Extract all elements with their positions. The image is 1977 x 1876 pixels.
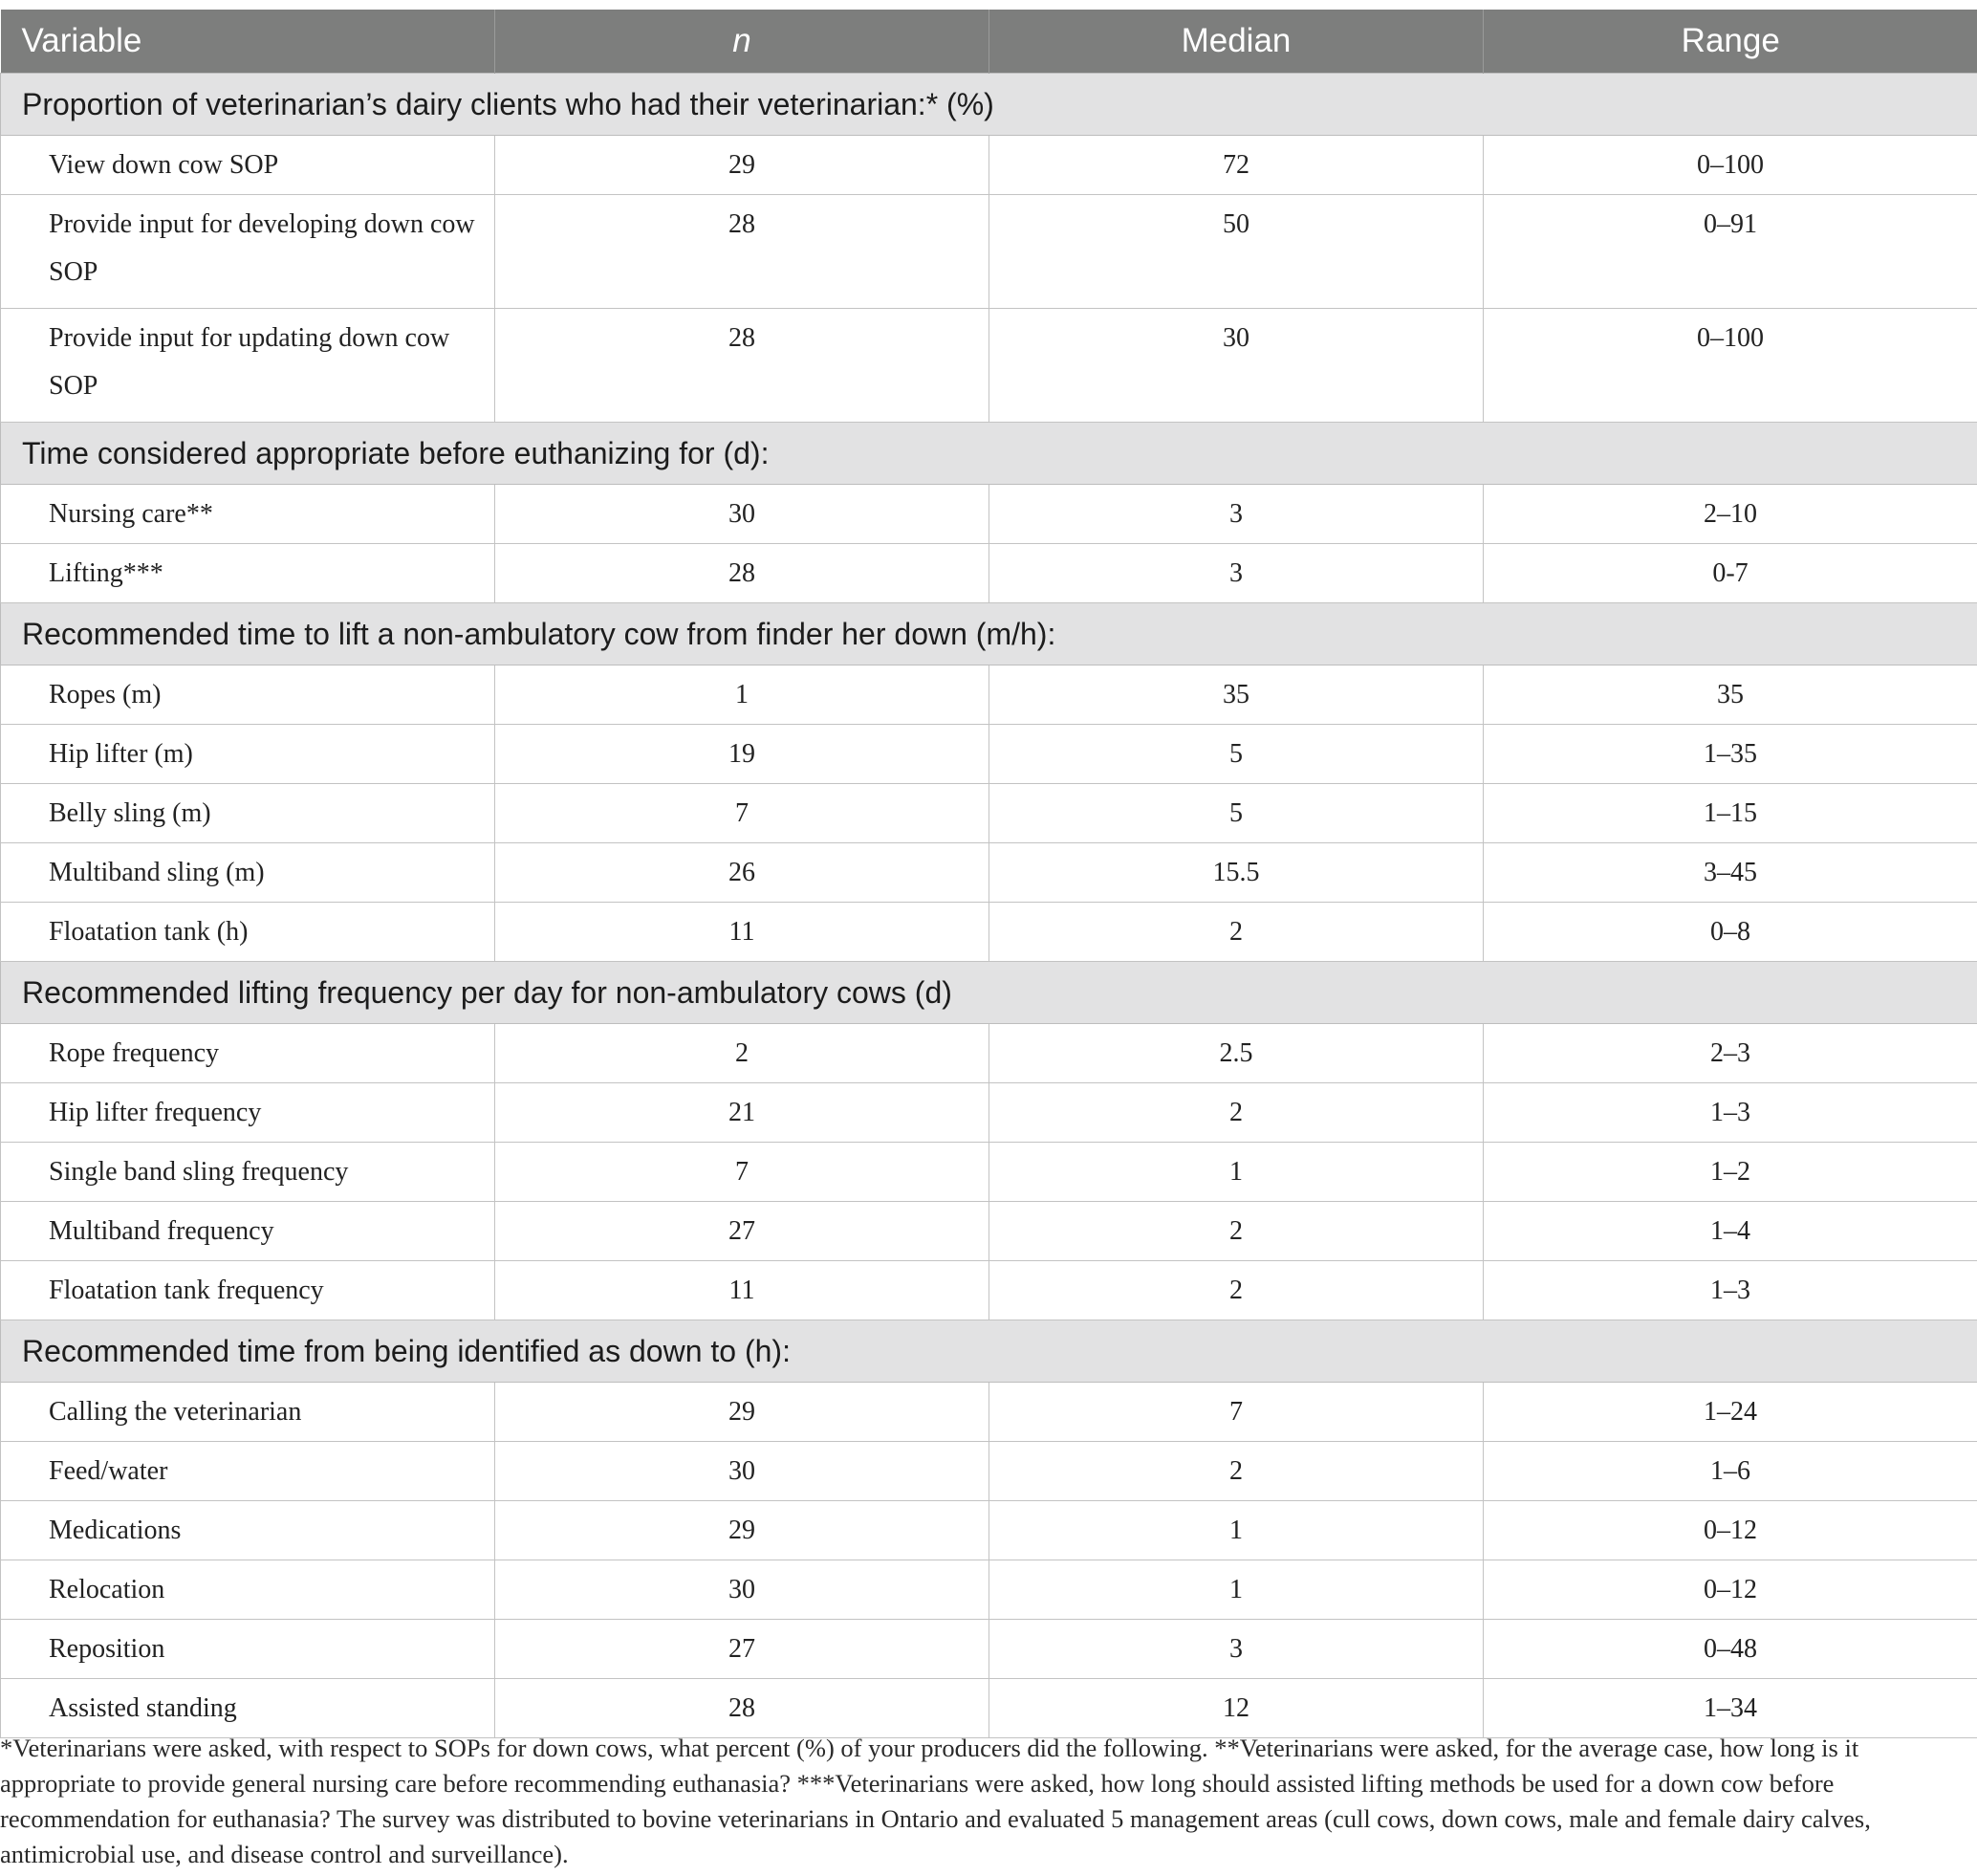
table-row (1, 1202, 1977, 1261)
cell-range: 0–12 (1484, 1560, 1977, 1620)
cell-n: 27 (495, 1202, 989, 1261)
cell-median: 2 (989, 1083, 1484, 1143)
table-row (1, 1501, 1977, 1560)
cell-range: 1–6 (1484, 1442, 1977, 1501)
cell-n: 28 (495, 195, 989, 309)
cell-n: 19 (495, 725, 989, 784)
section-title: Recommended lifting frequency per day for non-ambulatory cows (d) (1, 962, 1977, 1024)
cell-range: 1–34 (1484, 1679, 1977, 1738)
table-row (1, 485, 1977, 544)
cell-median: 2 (989, 1202, 1484, 1261)
table-row (1, 784, 1977, 843)
cell-median: 12 (989, 1679, 1484, 1738)
table-row (1, 309, 1977, 423)
cell-n: 26 (495, 843, 989, 903)
cell-n: 2 (495, 1024, 989, 1083)
section-header-row (1, 962, 1977, 1024)
cell-variable: Relocation (1, 1560, 495, 1620)
section-title: Proportion of veterinarian’s dairy clients who had their veterinarian:* (%) (1, 74, 1977, 136)
cell-n: 27 (495, 1620, 989, 1679)
cell-range: 0-7 (1484, 544, 1977, 603)
section-title: Recommended time to lift a non-ambulatory cow from finder her down (m/h): (1, 603, 1977, 665)
cell-variable: Multiband frequency (1, 1202, 495, 1261)
cell-range: 0–12 (1484, 1501, 1977, 1560)
cell-variable: Reposition (1, 1620, 495, 1679)
cell-variable: View down cow SOP (1, 136, 495, 195)
cell-n: 21 (495, 1083, 989, 1143)
cell-variable: Single band sling frequency (1, 1143, 495, 1202)
table-row (1, 903, 1977, 962)
cell-range: 1–2 (1484, 1143, 1977, 1202)
cell-variable: Multiband sling (m) (1, 843, 495, 903)
cell-n: 28 (495, 544, 989, 603)
cell-n: 30 (495, 485, 989, 544)
section-header-row (1, 74, 1977, 136)
cell-variable: Lifting*** (1, 544, 495, 603)
cell-range: 1–15 (1484, 784, 1977, 843)
cell-n: 29 (495, 136, 989, 195)
cell-variable: Hip lifter (m) (1, 725, 495, 784)
cell-range: 1–3 (1484, 1083, 1977, 1143)
table-row (1, 1442, 1977, 1501)
table-row (1, 1620, 1977, 1679)
cell-variable: Assisted standing (1, 1679, 495, 1738)
cell-median: 2.5 (989, 1024, 1484, 1083)
cell-variable: Provide input for developing down cow SOP (1, 195, 495, 309)
table-body (1, 74, 1977, 1738)
section-header-row (1, 423, 1977, 485)
cell-variable: Ropes (m) (1, 665, 495, 725)
cell-median: 5 (989, 725, 1484, 784)
section-header-row (1, 603, 1977, 665)
table-row (1, 1024, 1977, 1083)
header-row (1, 10, 1977, 74)
cell-median: 3 (989, 1620, 1484, 1679)
cell-median: 3 (989, 485, 1484, 544)
cell-median: 1 (989, 1143, 1484, 1202)
cell-range: 1–24 (1484, 1383, 1977, 1442)
table-header (1, 10, 1977, 74)
cell-range: 2–10 (1484, 485, 1977, 544)
cell-range: 2–3 (1484, 1024, 1977, 1083)
cell-median: 7 (989, 1383, 1484, 1442)
header-variable: Variable (1, 10, 495, 74)
cell-variable: Rope frequency (1, 1024, 495, 1083)
cell-median: 1 (989, 1560, 1484, 1620)
section-title: Time considered appropriate before euthanizing for (d): (1, 423, 1977, 485)
cell-range: 1–4 (1484, 1202, 1977, 1261)
cell-range: 0–91 (1484, 195, 1977, 309)
cell-range: 35 (1484, 665, 1977, 725)
cell-n: 7 (495, 784, 989, 843)
cell-median: 2 (989, 903, 1484, 962)
cell-n: 30 (495, 1560, 989, 1620)
table-row (1, 1083, 1977, 1143)
header-median: Median (989, 10, 1484, 74)
cell-n: 28 (495, 309, 989, 423)
table-row (1, 195, 1977, 309)
cell-n: 1 (495, 665, 989, 725)
cell-n: 28 (495, 1679, 989, 1738)
cell-variable: Calling the veterinarian (1, 1383, 495, 1442)
cell-range: 1–3 (1484, 1261, 1977, 1320)
cell-median: 72 (989, 136, 1484, 195)
table-row (1, 843, 1977, 903)
cell-variable: Provide input for updating down cow SOP (1, 309, 495, 423)
cell-median: 50 (989, 195, 1484, 309)
cell-range: 0–100 (1484, 136, 1977, 195)
cell-median: 15.5 (989, 843, 1484, 903)
cell-variable: Hip lifter frequency (1, 1083, 495, 1143)
cell-variable: Floatation tank frequency (1, 1261, 495, 1320)
table-row (1, 1679, 1977, 1738)
cell-n: 30 (495, 1442, 989, 1501)
header-range: Range (1484, 10, 1977, 74)
header-n: n (495, 10, 989, 74)
cell-variable: Feed/water (1, 1442, 495, 1501)
cell-median: 30 (989, 309, 1484, 423)
cell-n: 29 (495, 1501, 989, 1560)
data-table (0, 10, 1977, 1738)
table-row (1, 1143, 1977, 1202)
cell-median: 1 (989, 1501, 1484, 1560)
section-title: Recommended time from being identified as down to (h): (1, 1320, 1977, 1383)
cell-variable: Nursing care** (1, 485, 495, 544)
cell-n: 11 (495, 1261, 989, 1320)
cell-variable: Floatation tank (h) (1, 903, 495, 962)
table-row (1, 665, 1977, 725)
cell-median: 35 (989, 665, 1484, 725)
table-row (1, 544, 1977, 603)
cell-variable: Belly sling (m) (1, 784, 495, 843)
table-footnote: *Veterinarians were asked, with respect to SOPs for down cows, what percent (%) of your producers did the following. **Veterinarians were asked, for the average case, how long is it appropriate to provide general nursing care before recommending euthanasia? ***Veterinarians were asked, how long should assisted lifting methods be used for a down cow before recommendation for euthanasia? The survey was distributed to bovine veterinarians in Ontario and evaluated 5 management areas (cull cows, down cows, male and female dairy calves, antimicrobial use, and disease control and surveillance). (0, 1734, 1871, 1868)
cell-range: 0–8 (1484, 903, 1977, 962)
table-row (1, 1560, 1977, 1620)
cell-median: 3 (989, 544, 1484, 603)
cell-variable: Medications (1, 1501, 495, 1560)
table-row (1, 136, 1977, 195)
cell-range: 3–45 (1484, 843, 1977, 903)
cell-median: 5 (989, 784, 1484, 843)
table-row (1, 1383, 1977, 1442)
section-header-row (1, 1320, 1977, 1383)
cell-n: 29 (495, 1383, 989, 1442)
cell-n: 11 (495, 903, 989, 962)
cell-range: 0–48 (1484, 1620, 1977, 1679)
table-row (1, 1261, 1977, 1320)
cell-range: 1–35 (1484, 725, 1977, 784)
cell-median: 2 (989, 1442, 1484, 1501)
cell-median: 2 (989, 1261, 1484, 1320)
cell-n: 7 (495, 1143, 989, 1202)
cell-range: 0–100 (1484, 309, 1977, 423)
table-row (1, 725, 1977, 784)
